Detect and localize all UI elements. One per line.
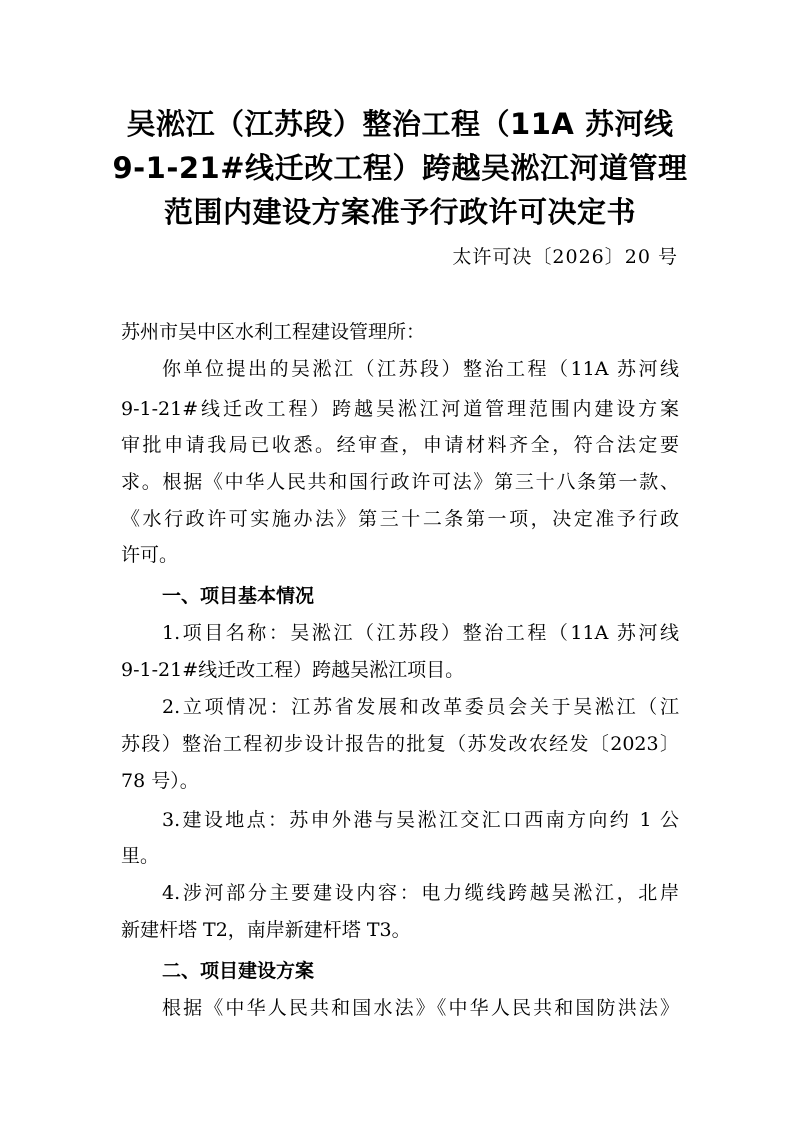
intro-line: 许可。 [121,544,179,566]
document-number: 太许可决〔2026〕20 号 [452,246,678,268]
intro-line: 9-1-21#线迁改工程）跨越吴淞江河道管理范围内建设方案 [121,398,679,420]
intro-line: 审批申请我局已收悉。经审查，申请材料齐全，符合法定要 [121,434,679,456]
item-approval-line: 苏段）整治工程初步设计报告的批复（苏发改农经发〔2023〕 [121,733,679,755]
intro-line: 《水行政许可实施办法》第三十二条第一项，决定准予行政 [121,508,679,530]
document-title-line-1: 吴淞江（江苏段）整治工程（11A 苏河线 [126,107,674,141]
item-construction-content-line: 新建杆塔 T2，南岸新建杆塔 T3。 [121,919,411,941]
item-location-line: 里。 [121,845,160,867]
item-project-name-line: 9-1-21#线迁改工程）跨越吴淞江项目。 [121,659,465,681]
addressee: 苏州市吴中区水利工程建设管理所： [121,321,426,343]
item-approval-line: 78 号）。 [121,770,199,792]
item-project-name-line: 1.项目名称：吴淞江（江苏段）整治工程（11A 苏河线 [162,622,679,644]
section-heading-construction-plan: 二、项目建设方案 [162,960,315,982]
section-heading-project-basics: 一、项目基本情况 [162,585,315,607]
construction-plan-line: 根据《中华人民共和国水法》《中华人民共和国防洪法》 [162,997,679,1019]
item-construction-content-line: 4.涉河部分主要建设内容：电力缆线跨越吴淞江，北岸 [162,882,679,904]
item-approval-line: 2.立项情况：江苏省发展和改革委员会关于吴淞江（江 [162,696,679,718]
document-title-line-2: 9-1-21#线迁改工程）跨越吴淞江河道管理 [112,151,688,185]
document-title-line-3: 范围内建设方案准予行政许可决定书 [163,195,636,229]
intro-line: 你单位提出的吴淞江（江苏段）整治工程（11A 苏河线 [162,358,679,380]
item-location-line: 3.建设地点：苏申外港与吴淞江交汇口西南方向约 1 公 [162,809,679,831]
intro-line: 求。根据《中华人民共和国行政许可法》第三十八条第一款、 [121,471,679,493]
